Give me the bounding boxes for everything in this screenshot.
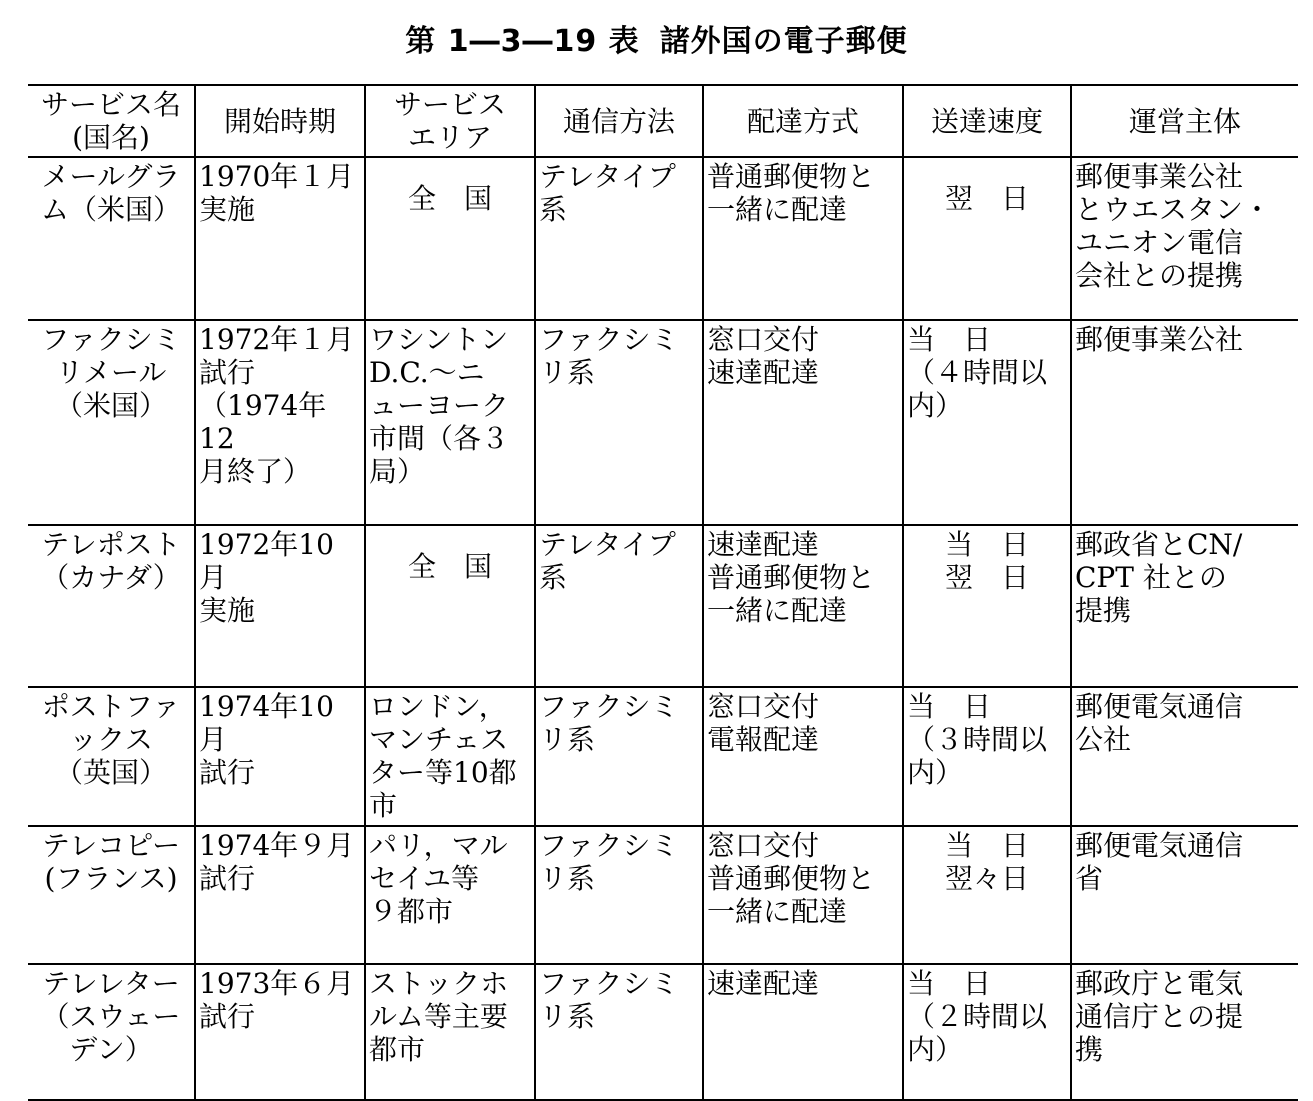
table-row: [28, 826, 1298, 964]
cell-service-name: ポストファ ックス （英国）: [41, 690, 181, 789]
table-row: [28, 964, 1298, 1100]
cell-comm-method: ファクシミ リ系: [535, 320, 703, 525]
cell-comm-method: ファクシミ リ系: [535, 826, 703, 964]
header-service-area: サービス エリア: [365, 85, 535, 157]
cell-operator: 郵便電気通信 省: [1071, 826, 1298, 964]
table-row: [28, 320, 1298, 525]
header-service-name: サービス名 (国名): [28, 85, 195, 157]
cell-service-area: パリ，マル セイユ等 ９都市: [365, 826, 535, 964]
cell-delivery-method: 窓口交付 速達配達: [703, 320, 903, 525]
cell-start-date: 1972年10月 実施: [195, 525, 365, 687]
header-delivery-speed: 送達速度: [903, 85, 1071, 157]
table-row: [28, 525, 1298, 687]
cell-comm-method: ファクシミ リ系: [535, 964, 703, 1100]
cell-service-area: 全 国: [365, 525, 535, 687]
cell-start-date: 1970年１月 実施: [195, 157, 365, 320]
cell-delivery-method: 速達配達 普通郵便物と 一緒に配達: [703, 525, 903, 687]
cell-start-date: 1974年10月 試行: [195, 687, 365, 826]
cell-service-name: メールグラ ム（米国）: [40, 160, 181, 226]
header-operator: 運営主体: [1071, 85, 1298, 157]
cell-delivery-speed: 翌 日: [903, 157, 1071, 320]
cell-service-area: ストックホ ルム等主要 都市: [365, 964, 535, 1100]
cell-start-date: 1974年９月 試行: [195, 826, 365, 964]
e-mail-services-table: [28, 84, 1298, 1101]
cell-service-name: テレコピー (フランス): [41, 829, 181, 895]
header-comm-method: 通信方法: [535, 85, 703, 157]
cell-operator: 郵便事業公社 とウエスタン・ ユニオン電信 会社との提携: [1071, 157, 1298, 320]
table-row: [28, 157, 1298, 320]
cell-delivery-speed: 当 日 翌 日: [903, 525, 1071, 687]
cell-service-name: テレポスト （カナダ）: [41, 528, 181, 594]
cell-delivery-method: 普通郵便物と 一緒に配達: [703, 157, 903, 320]
cell-operator: 郵政庁と電気 通信庁との提 携: [1071, 964, 1298, 1100]
header-delivery-method: 配達方式: [703, 85, 903, 157]
cell-operator: 郵便事業公社: [1071, 320, 1298, 525]
cell-service-area: 全 国: [365, 157, 535, 320]
cell-delivery-speed: 当 日 翌々日: [903, 826, 1071, 964]
cell-service-area: ワシントン D.C.～ニ ューヨーク 市間（各３ 局）: [365, 320, 535, 525]
cell-comm-method: テレタイプ 系: [535, 157, 703, 320]
cell-operator: 郵政省とCN/ CPT 社との 提携: [1071, 525, 1298, 687]
cell-delivery-method: 窓口交付 電報配達: [703, 687, 903, 826]
table-row: [28, 687, 1298, 826]
table-title: [0, 16, 1313, 60]
cell-comm-method: テレタイプ 系: [535, 525, 703, 687]
table-caption: 諸外国の電子郵便: [659, 24, 908, 59]
cell-delivery-method: 速達配達: [703, 964, 903, 1100]
cell-delivery-method: 窓口交付 普通郵便物と 一緒に配達: [703, 826, 903, 964]
cell-start-date: 1972年１月 試行 （1974年12 月終了）: [195, 320, 365, 525]
cell-operator: 郵便電気通信 公社: [1071, 687, 1298, 826]
cell-start-date: 1973年６月 試行: [195, 964, 365, 1100]
cell-service-name: ファクシミ リメール （米国）: [41, 323, 181, 422]
header-row: [28, 85, 1298, 157]
cell-service-area: ロンドン， マンチェス ター等10都 市: [365, 687, 535, 826]
header-start-date: 開始時期: [195, 85, 365, 157]
cell-comm-method: ファクシミ リ系: [535, 687, 703, 826]
table-number: 第 1―3―19 表: [405, 24, 640, 59]
cell-service-name: テレレター （スウェー デン）: [41, 967, 181, 1066]
cell-delivery-speed: 当 日 （３時間以 内）: [903, 687, 1071, 826]
cell-delivery-speed: 当 日 （４時間以 内）: [903, 320, 1071, 525]
cell-delivery-speed: 当 日 （２時間以 内）: [903, 964, 1071, 1100]
